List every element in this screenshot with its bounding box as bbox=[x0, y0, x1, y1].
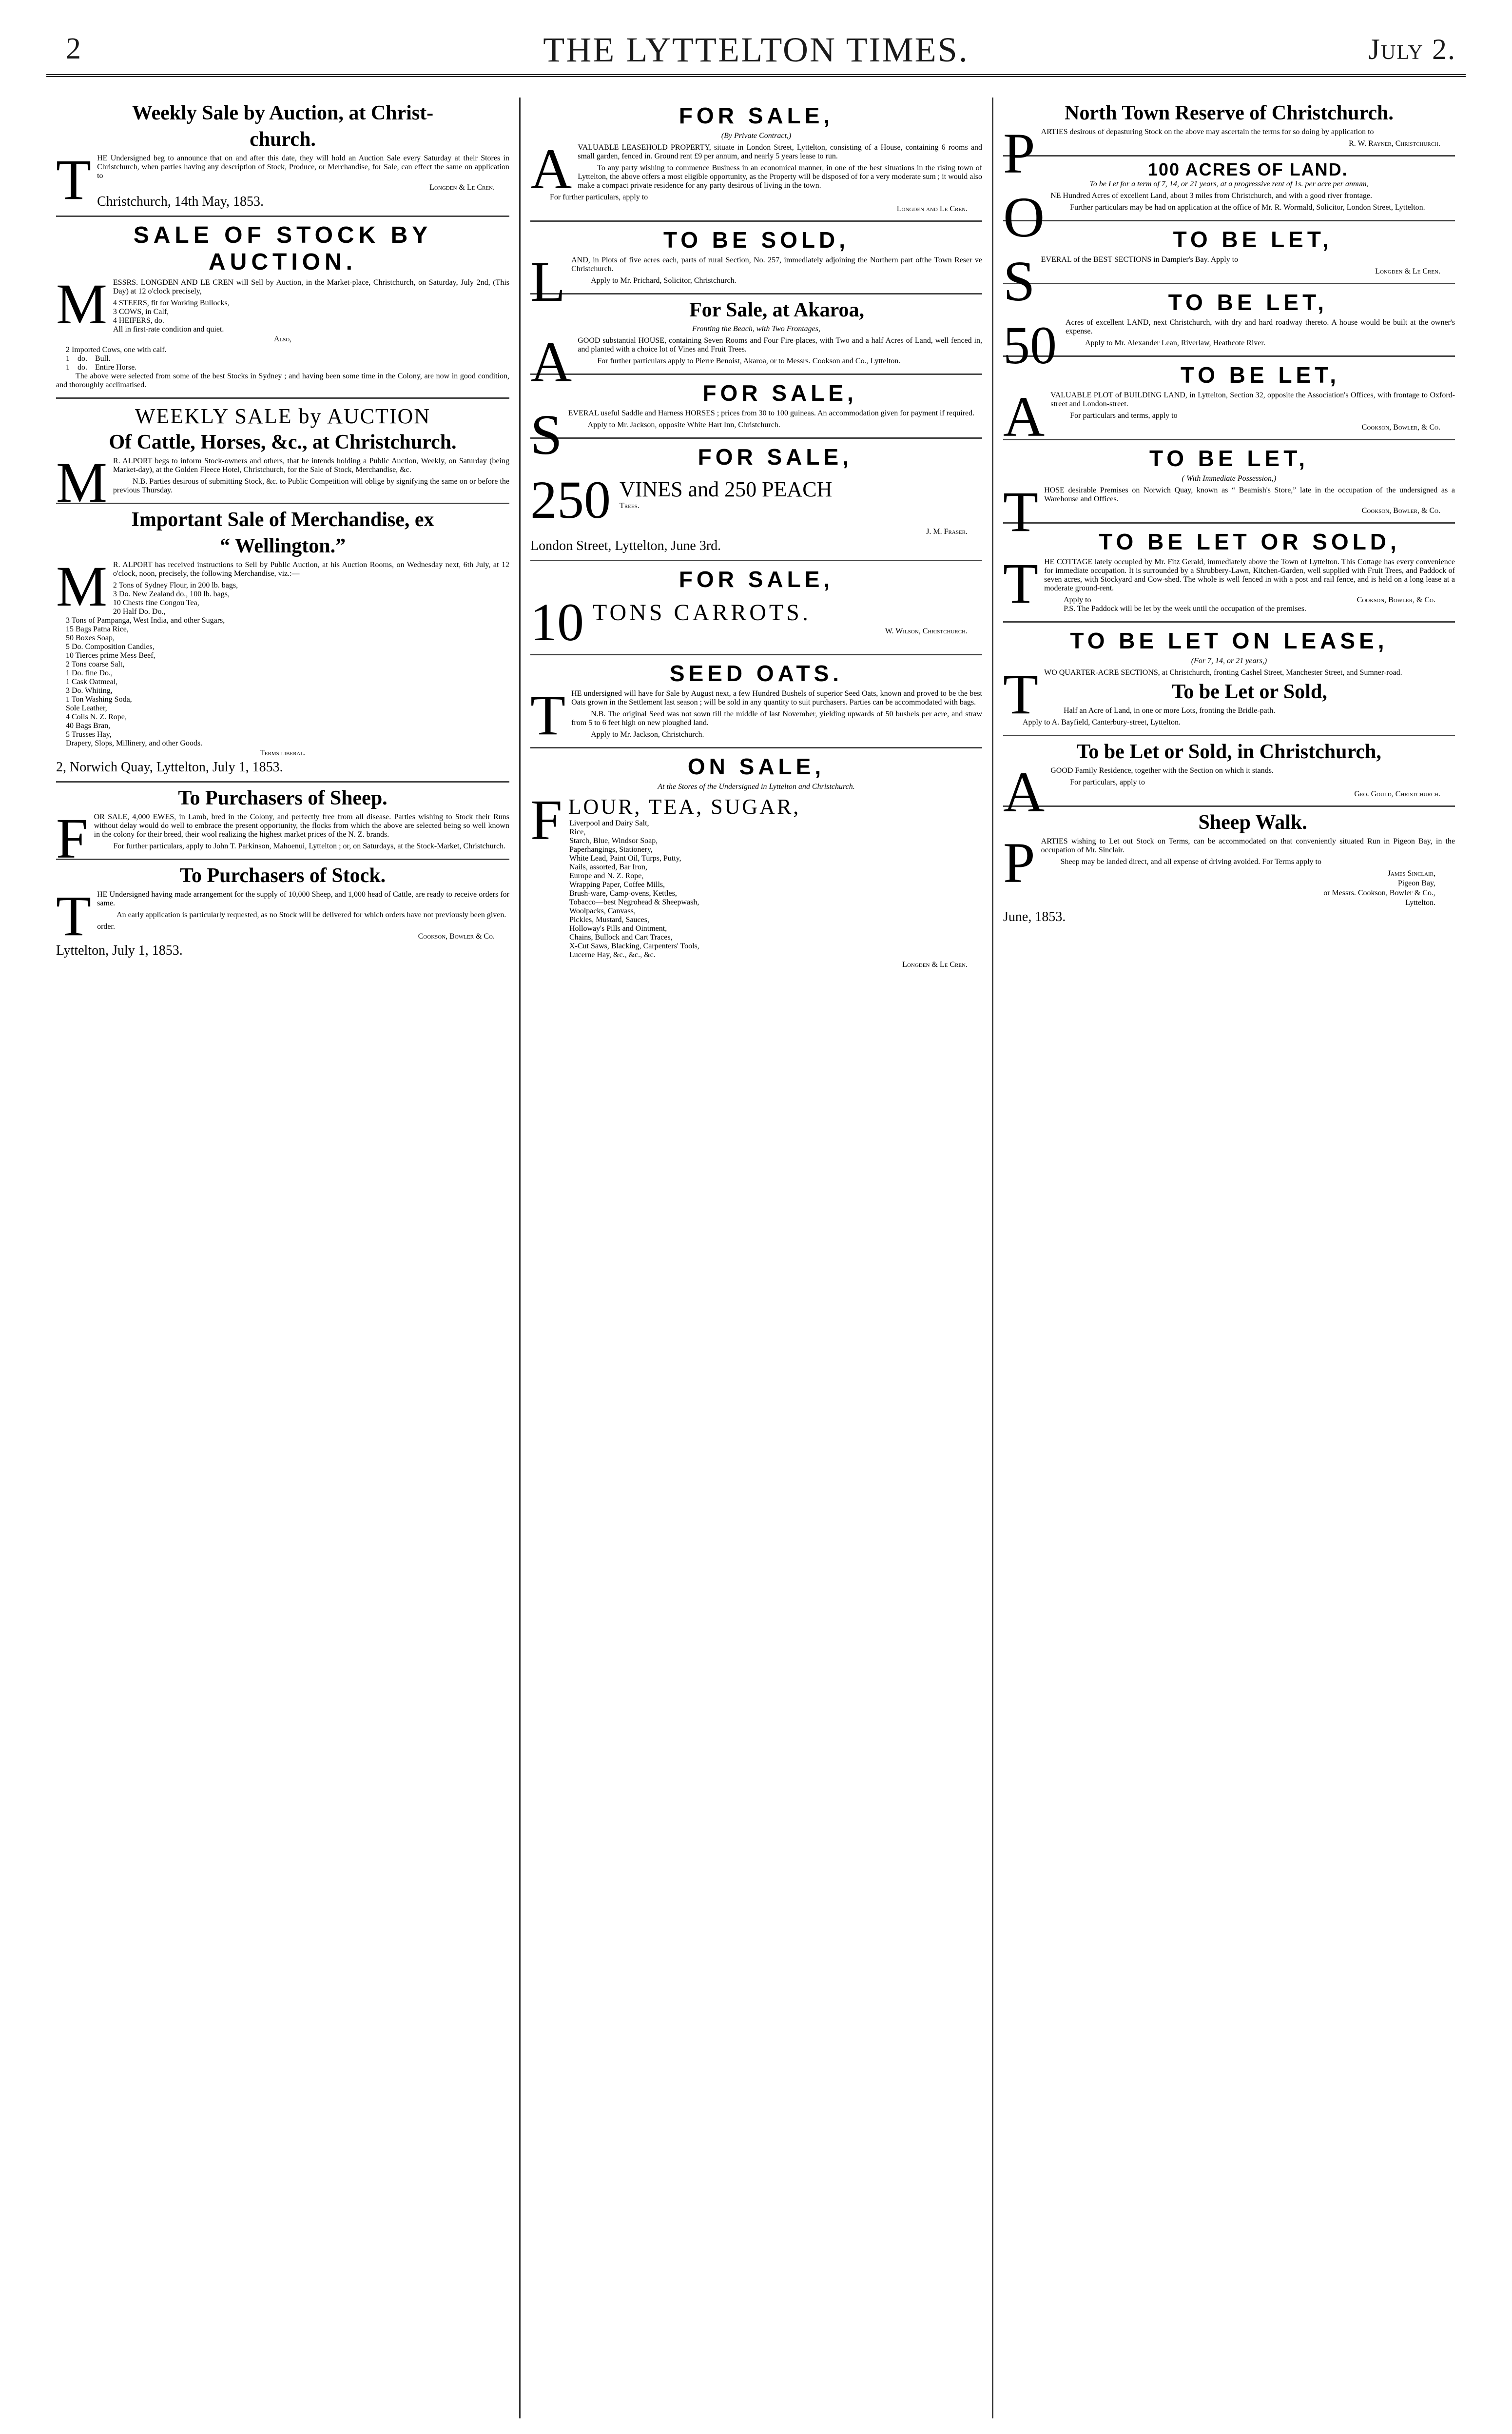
list-item: Liverpool and Dairy Salt, bbox=[569, 819, 649, 827]
list-item: X-Cut Saws, Blacking, Carpenters' Tools, bbox=[569, 942, 699, 950]
ad-body: VINES and 250 PEACH bbox=[620, 477, 833, 501]
list-item: Chains, Bullock and Cart Traces, bbox=[569, 933, 673, 942]
ad-heading: For Sale, at Akaroa, bbox=[689, 299, 865, 321]
ad-heading: To be Let or Sold, in Christchurch, bbox=[1077, 741, 1381, 763]
drop-cap: T bbox=[1003, 480, 1039, 544]
signature: Cookson, Bowler, & Co. bbox=[1357, 596, 1435, 604]
list-item: 1 do. Entire Horse. bbox=[66, 363, 137, 372]
ad-subheading: To be Let for a term of 7, 14, or 21 years, at a progressive rent of 1s. per acre per annum, bbox=[1089, 180, 1369, 188]
dateline: 2, Norwich Quay, Lyttelton, July 1, 1853. bbox=[56, 760, 283, 775]
ad-heading: To Purchasers of Sheep. bbox=[178, 787, 388, 809]
ad-horses bbox=[530, 375, 982, 467]
signature: Longden & Le Cren. bbox=[429, 183, 495, 192]
ad-quarter-acre bbox=[1003, 623, 1455, 736]
ad-body: HE COTTAGE lately occupied by Mr. Fitz Gerald, immediately above the Town of Lyttelton. This Cottage has every convenience for immediate occupation. It is surrounded by a Shrubbery-Lawn, Kitchen-Garden, well supplied with Fruit Trees, and Paddock of seven acres, with Stockyard and Cow-shed. The whole is well fenced in with a post and rail fence, and is held on a long lease at a moderate ground-rent. bbox=[1044, 558, 1455, 592]
list-item: Nails, assorted, Bar Iron, bbox=[569, 863, 647, 871]
ad-subheading: To be Let or Sold, bbox=[1172, 681, 1327, 703]
page-number: 2 bbox=[66, 32, 81, 65]
list-item: Pickles, Mustard, Sauces, bbox=[569, 916, 649, 924]
drop-cap: T bbox=[1003, 551, 1039, 615]
list-item: Brush-ware, Camp-ovens, Kettles, bbox=[569, 889, 677, 898]
list-item: LOUR, TEA, SUGAR, bbox=[568, 795, 801, 819]
ad-body: For particulars, apply to bbox=[1070, 778, 1145, 786]
ad-body: Further particulars may be had on application at the office of Mr. R. Wormald, Solicitor, London Street, Lyttelton. bbox=[1070, 203, 1425, 212]
ad-heading: TO BE LET, bbox=[1173, 227, 1333, 252]
ad-to-be-let-sections bbox=[1003, 221, 1455, 313]
ad-body: GOOD Family Residence, together with the Section on which it stands. bbox=[1050, 766, 1274, 775]
ad-note: N.B. The original Seed was not sown till the middle of last November, yielding upwards of 50 bushels per acre, and straw from 5 to 6 feet high on new ploughed land. bbox=[571, 710, 982, 727]
list-item: 3 Do. Whiting, bbox=[66, 687, 113, 695]
ad-body: Acres of excellent LAND, next Christchurch, with dry and hard roadway thereto. A house would be built at the owner's expense. bbox=[1066, 318, 1455, 335]
ad-subheading: ( With Immediate Possession,) bbox=[1182, 474, 1277, 483]
drop-cap: P bbox=[1003, 121, 1035, 185]
ad-body: An early application is particularly requested, as no Stock will be delivered for which orders have not previously been given. bbox=[116, 911, 506, 919]
column-2 bbox=[519, 98, 992, 2418]
ad-heading: TO BE LET, bbox=[1180, 362, 1340, 388]
list-item: 10 Tierces prime Mess Beef, bbox=[66, 651, 155, 660]
signature: Cookson, Bowler, & Co. bbox=[1361, 507, 1440, 515]
ad-body: HE Undersigned having made arrangement for the supply of 10,000 Sheep, and 1,000 head of Cattle, are ready to receive orders for same. bbox=[97, 890, 509, 907]
ad-body: Apply to Mr. Jackson, Christchurch. bbox=[591, 730, 704, 739]
list-item: All in first-rate condition and quiet. bbox=[113, 325, 224, 334]
list-item: Woolpacks, Canvass, bbox=[569, 907, 636, 915]
ad-heading: “ Wellington.” bbox=[219, 535, 346, 557]
list-item: Sole Leather, bbox=[66, 704, 107, 712]
signature: James Sinclair, bbox=[1387, 869, 1435, 878]
drop-cap: M bbox=[56, 272, 107, 336]
ad-body: HOSE desirable Premises on Norwich Quay, known as “ Beamish's Store,” late in the occupation of the undersigned as a Warehouse and Offices. bbox=[1044, 486, 1455, 503]
drop-cap: F bbox=[56, 806, 88, 870]
list-item: Paperhangings, Stationery, bbox=[569, 845, 653, 854]
ad-heading: WEEKLY SALE by AUCTION bbox=[135, 404, 431, 428]
columns bbox=[46, 98, 1466, 2418]
ad-note: P.S. The Paddock will be let by the week until the occupation of the premises. bbox=[1064, 605, 1306, 613]
ad-heading: Weekly Sale by Auction, at Christ- bbox=[132, 102, 434, 124]
ad-heading: Important Sale of Merchandise, ex bbox=[131, 509, 434, 531]
list-item: Lucerne Hay, &c., &c., &c. bbox=[569, 951, 656, 959]
ad-subheading: Fronting the Beach, with Two Frontages, bbox=[692, 325, 820, 333]
list-item: 50 Boxes Soap, bbox=[66, 634, 115, 642]
list-item: 4 HEIFERS, do. bbox=[113, 316, 164, 325]
large-number: 10 bbox=[530, 595, 584, 649]
drop-cap: O bbox=[1003, 185, 1045, 249]
ad-body: order. bbox=[97, 923, 115, 931]
ad-body: For particulars and terms, apply to bbox=[1070, 412, 1178, 420]
masthead bbox=[46, 29, 1466, 77]
ad-leasehold-property bbox=[530, 98, 982, 222]
ad-sheep-walk bbox=[1003, 807, 1455, 931]
ad-heading: TO BE LET ON LEASE, bbox=[1070, 628, 1388, 653]
ad-body: Half an Acre of Land, in one or more Lots, fronting the Bridle-path. bbox=[1064, 707, 1276, 715]
ad-to-be-let-50-acres bbox=[1003, 284, 1455, 375]
list-item: 4 Coils N. Z. Rope, bbox=[66, 713, 127, 721]
ad-body: Trees. bbox=[620, 502, 640, 510]
ad-body: HE undersigned will have for Sale by August next, a few Hundred Bushels of superior Seed Oats, known and proved to be the best Oats grown in the Settlement last season ; will be sold in any quantity to suit purchasers. Parties can be accommodated with bags. bbox=[571, 689, 982, 707]
ad-on-sale bbox=[530, 748, 982, 976]
ad-body: WO QUARTER-ACRE SECTIONS, at Christchurch, fronting Cashel Street, Manchester Street, and Sumner-road. bbox=[1044, 668, 1402, 677]
signature: Longden & Le Cren. bbox=[1375, 267, 1440, 275]
drop-cap: A bbox=[1003, 760, 1045, 824]
ad-subheading: (For 7, 14, or 21 years,) bbox=[1191, 657, 1267, 665]
drop-cap: A bbox=[1003, 385, 1045, 449]
ad-100-acres bbox=[1003, 157, 1455, 249]
list-item: 1 do. Bull. bbox=[66, 354, 111, 363]
ad-heading: SEED OATS. bbox=[669, 661, 843, 686]
signature: Geo. Gould, Christchurch. bbox=[1354, 790, 1440, 798]
list-item: 10 Chests fine Congou Tea, bbox=[113, 599, 199, 607]
drop-cap: T bbox=[530, 683, 566, 747]
terms: Terms liberal. bbox=[259, 749, 306, 757]
drop-cap: A bbox=[530, 330, 572, 394]
ad-subheading: Of Cattle, Horses, &c., at Christchurch. bbox=[109, 431, 457, 453]
ad-body: Apply to Mr. Alexander Lean, Riverlaw, Heathcote River. bbox=[1085, 339, 1265, 347]
signature: R. W. Rayner, Christchurch. bbox=[1349, 139, 1440, 148]
list-item: Tobacco—best Negrohead & Sheepwash, bbox=[569, 898, 699, 906]
ad-body: For further particulars apply to Pierre Benoist, Akaroa, or to Messrs. Cookson and Co., Lyttelton. bbox=[597, 357, 901, 365]
list-item: Rice, bbox=[569, 828, 586, 836]
ad-body: ARTIES desirous of depasturing Stock on the above may ascertain the terms for so doing by application to bbox=[1041, 128, 1374, 136]
ad-body: EVERAL of the BEST SECTIONS in Dampier's Bay. Apply to bbox=[1041, 255, 1239, 264]
ad-heading: Sheep Walk. bbox=[1198, 811, 1307, 834]
column-3 bbox=[992, 98, 1465, 2418]
ad-vines bbox=[530, 439, 982, 561]
ad-body: NE Hundred Acres of excellent Land, about 3 miles from Christchurch, and with a good river frontage. bbox=[1050, 192, 1373, 200]
drop-cap: M bbox=[56, 451, 107, 514]
list-item: 2 Tons of Sydney Flour, in 200 lb. bags, bbox=[113, 581, 238, 589]
ad-carrots bbox=[530, 561, 982, 655]
list-item: 40 Bags Bran, bbox=[66, 722, 111, 730]
ad-heading: FOR SALE, bbox=[678, 103, 834, 128]
ad-heading: FOR SALE, bbox=[698, 444, 853, 470]
ad-body: R. ALPORT has received instructions to Sell by Public Auction, at his Auction Rooms, on Wednesday next, 6th July, at 12 o'clock, noon, precisely, the following Merchandise, viz.:— bbox=[113, 561, 509, 578]
dateline: Christchurch, 14th May, 1853. bbox=[97, 194, 264, 209]
ad-purchasers-of-sheep bbox=[56, 783, 509, 870]
drop-cap: T bbox=[1003, 662, 1039, 726]
list-item: 20 Half Do. Do., bbox=[113, 608, 166, 616]
ad-heading: TO BE LET OR SOLD, bbox=[1099, 529, 1400, 554]
signature: Cookson, Bowler & Co. bbox=[418, 932, 495, 941]
ad-body: Sheep may be landed direct, and all expense of driving avoided. For Terms apply to bbox=[1060, 858, 1321, 866]
ad-body: VALUABLE PLOT of BUILDING LAND, in Lyttelton, Section 32, opposite the Association's Offices, with frontage to Oxford-street and London-street. bbox=[1050, 391, 1455, 408]
ad-body: Apply to A. Bayfield, Canterbury-street, Lyttelton. bbox=[1023, 718, 1181, 726]
column-1 bbox=[46, 98, 519, 2418]
list-item: Holloway's Pills and Ointment, bbox=[569, 924, 667, 933]
also-label: Also, bbox=[273, 335, 292, 343]
ad-body: Apply to Mr. Prichard, Solicitor, Christchurch. bbox=[591, 276, 737, 285]
signature: Pigeon Bay, bbox=[1397, 879, 1435, 887]
list-item: 3 Tons of Pampanga, West India, and other Sugars, bbox=[66, 616, 225, 625]
ad-sale-of-stock bbox=[56, 217, 509, 399]
list-item: Europe and N. Z. Rope, bbox=[569, 872, 644, 880]
ad-building-land bbox=[1003, 357, 1455, 449]
list-item: 3 COWS, in Calf, bbox=[113, 308, 169, 316]
issue-date: July 2. bbox=[1368, 33, 1456, 65]
signature: Lyttelton. bbox=[1405, 899, 1435, 907]
large-number: 50 bbox=[1003, 315, 1057, 375]
drop-cap: S bbox=[1003, 249, 1035, 313]
ad-heading: TO BE SOLD, bbox=[663, 227, 850, 253]
list-item: Starch, Blue, Windsor Soap, bbox=[569, 837, 658, 845]
list-item: 1 Do. fine Do., bbox=[66, 669, 113, 677]
list-item: 1 Ton Washing Soda, bbox=[66, 695, 132, 704]
signature: Longden and Le Cren. bbox=[896, 205, 968, 213]
ad-seed-oats bbox=[530, 655, 982, 748]
ad-heading: ON SALE, bbox=[687, 754, 825, 779]
ad-cottage bbox=[1003, 524, 1455, 623]
ad-body: The above were selected from some of the best Stocks in Sydney ; and having been some time in the Colony, are now in good condition, and thoroughly acclimatised. bbox=[56, 372, 509, 389]
ad-heading: SALE OF STOCK BY AUCTION. bbox=[133, 222, 432, 275]
ad-body: OR SALE, 4,000 EWES, in Lamb, bred in the Colony, and perfectly free from all disease. Parties wishing to Stock their Runs without delay would do well to embrace the present opportunity, the flocks from which the above are selected being so well known in the colony for their breed, their wool realizing the highest market prices of the N. Z. brands. bbox=[94, 813, 509, 839]
signature: Cookson, Bowler, & Co. bbox=[1361, 423, 1440, 432]
ad-body: EVERAL useful Saddle and Harness HORSES ; prices from 30 to 100 guineas. An accommodation given for payment if required. bbox=[568, 409, 975, 417]
list-item: Drapery, Slops, Millinery, and other Goods. bbox=[66, 739, 203, 747]
ad-heading: TO BE LET, bbox=[1168, 290, 1328, 315]
drop-cap: F bbox=[530, 788, 562, 852]
drop-cap: A bbox=[530, 137, 572, 201]
dateline: Lyttelton, July 1, 1853. bbox=[56, 943, 183, 958]
ad-body: TONS CARROTS. bbox=[593, 600, 811, 626]
ad-body: GOOD substantial HOUSE, containing Seven Rooms and Four Fire-places, with Two and a half Acres of Land, well fenced in, and planted with a choice lot of Vines and Fruit Trees. bbox=[578, 336, 982, 353]
ad-weekly-sale bbox=[56, 98, 509, 217]
list-item: 2 Tons coarse Salt, bbox=[66, 660, 125, 668]
signature: J. M. Fraser. bbox=[926, 528, 968, 536]
ad-heading: To Purchasers of Stock. bbox=[179, 864, 386, 887]
ad-body: For further particulars, apply to bbox=[550, 193, 648, 201]
ad-note: N.B. Parties desirous of submitting Stock, &c. to Public Competition will oblige by signifying the same on or before the previous Thursday. bbox=[113, 477, 509, 494]
ad-heading: TO BE LET, bbox=[1149, 446, 1309, 471]
dateline: London Street, Lyttelton, June 3rd. bbox=[530, 538, 721, 553]
newspaper-title: THE LYTTELTON TIMES. bbox=[543, 30, 969, 69]
list-item: 1 Cask Oatmeal, bbox=[66, 678, 118, 686]
list-item: White Lead, Paint Oil, Turps, Putty, bbox=[569, 854, 681, 863]
ad-body: HE Undersigned beg to announce that on and after this date, they will hold an Auction Sale every Saturday at their Stores in Christchurch, when parties having any description of Stock, Produce, or Merchandise, for Sale, can effect the same on application to bbox=[97, 154, 509, 180]
ad-heading: FOR SALE, bbox=[678, 567, 834, 592]
ad-body: R. ALPORT begs to inform Stock-owners and others, that he intends holding a Public Auction, Weekly, on Saturday (being Market-day), at the Golden Fleece Hotel, Christchurch, for the Sale of Stock, Merchandise, &c. bbox=[113, 457, 509, 474]
drop-cap: T bbox=[56, 884, 92, 948]
large-number: 250 bbox=[530, 473, 611, 527]
drop-cap: T bbox=[56, 148, 92, 212]
list-item: 15 Bags Patna Rice, bbox=[66, 625, 129, 633]
dateline: June, 1853. bbox=[1003, 909, 1066, 924]
ad-body: AND, in Plots of five acres each, parts of rural Section, No. 257, immediately adjoining the Northern part ofthe Town Reser ve Christchurch. bbox=[571, 256, 982, 273]
signature: W. Wilson, Christchurch. bbox=[885, 627, 968, 635]
signature: or Messrs. Cookson, Bowler & Co., bbox=[1323, 889, 1435, 897]
ad-heading: church. bbox=[250, 128, 316, 151]
ad-body: VALUABLE LEASEHOLD PROPERTY, situate in London Street, Lyttelton, consisting of a House, containing 6 rooms and small garden, fenced in. Ground rent £9 per annum, and nearly 5 years lease to run. bbox=[578, 143, 982, 160]
drop-cap: M bbox=[56, 554, 107, 618]
ad-body: To any party wishing to commence Business in an economical manner, in one of the best situations in the rising town of Lyttelton, the above offers a most eligible opportunity, as the Property will be disposed of for a very moderate sum ; it would also make a compact private residence for any party desirous of living in the town. bbox=[578, 164, 982, 190]
signature: Longden & Le Cren. bbox=[902, 961, 968, 969]
drop-cap: L bbox=[530, 250, 566, 314]
list-item: 4 STEERS, fit for Working Bullocks, bbox=[113, 299, 230, 307]
ad-body: ARTIES wishing to Let out Stock on Terms, can be accommodated on that conveniently situated Run in Pigeon Bay, in the occupation of Mr. Sinclair. bbox=[1041, 837, 1455, 854]
list-item: 5 Trusses Hay, bbox=[66, 730, 112, 739]
ad-subheading: At the Stores of the Undersigned in Lyttelton and Christchurch. bbox=[658, 783, 855, 791]
ad-body: Apply to bbox=[1064, 596, 1091, 604]
list-item: 2 Imported Cows, one with calf. bbox=[66, 346, 167, 354]
drop-cap: S bbox=[530, 403, 562, 467]
ad-heading: North Town Reserve of Christchurch. bbox=[1065, 102, 1394, 124]
list-item: Wrapping Paper, Coffee Mills, bbox=[569, 881, 665, 889]
ad-akaroa-house bbox=[530, 294, 982, 394]
ad-heading: 100 ACRES OF LAND. bbox=[1147, 159, 1348, 179]
ad-body: ESSRS. LONGDEN AND LE CREN will Sell by Auction, in the Market-place, Christchurch, on Saturday, July 2nd, (This Day) at 12 o'clock precisely, bbox=[113, 278, 509, 295]
list-item: 5 Do. Composition Candles, bbox=[66, 643, 155, 651]
ad-merchandise-sale bbox=[56, 504, 509, 783]
ad-subheading: (By Private Contract,) bbox=[721, 132, 792, 140]
drop-cap: P bbox=[1003, 831, 1035, 895]
ad-body: Apply to Mr. Jackson, opposite White Hart Inn, Christchurch. bbox=[587, 421, 780, 429]
ad-heading: FOR SALE, bbox=[702, 380, 857, 406]
ad-body: For further particulars, apply to John T. Parkinson, Mahoenui, Lyttelton ; or, on Saturdays, at the Stock-Market, Christchurch. bbox=[113, 842, 506, 850]
list-item: 3 Do. New Zealand do., 100 lb. bags, bbox=[113, 590, 230, 598]
ad-purchasers-of-stock bbox=[56, 860, 509, 964]
ad-weekly-sale-auction bbox=[56, 399, 509, 514]
